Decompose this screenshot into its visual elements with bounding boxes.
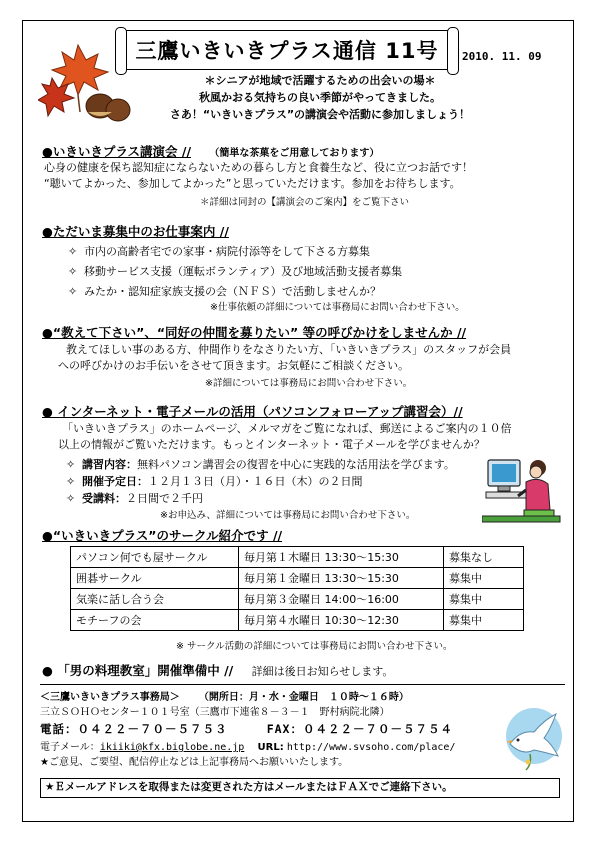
internet-heading [42,402,463,420]
lecture-heading-text: ●いきいきプラス講演会 // [42,144,192,159]
office-info [40,690,565,770]
office-fax: FAX：０４２２－７０－５７５４ [266,722,453,736]
email-link[interactable]: ikiiki@kfx.biglobe.ne.jp [99,742,245,753]
teach-detail: ※詳細については事務局にお問い合わせ下さい。 [205,378,413,389]
issue-date: 2010. 11. 09 [462,50,542,63]
newsletter-title-banner [122,30,452,70]
lecture-line-2: “聴いてよかった、参加してよかった”と思っていただけます。参加をお待ちします。 [44,177,461,190]
jobs-detail: ※仕事依頼の詳細については事務局にお問い合わせ下さい。 [210,302,465,313]
teach-heading [42,323,466,341]
table-row: モチーフの会 毎月第４水曜日 10:30～12:30 募集中 [71,610,524,631]
table-row: 気楽に話し合う会 毎月第３金曜日 14:00～16:00 募集中 [71,589,524,610]
internet-line-2: 以上の情報がご覧いただけます。もっとインターネット・電子メールを学びませんか？ [58,438,485,451]
divider [40,684,565,685]
job-item: ✧ 移動サービス支援（運転ボランティア）及び地域活動支援者募集 [68,265,403,278]
table-row: パソコン何でも屋サークル 毎月第１木曜日 13:30～15:30 募集なし [71,547,524,568]
intro-line-2: さあ！“いきいきプラス”の講演会や活動に参加しましょう！ [169,108,471,121]
lecture-detail: ＊詳細は同封の【講演会のご案内】をご覧下さい [200,197,410,208]
email-label: 電子メール： [40,742,100,753]
url-label: URL: [257,742,284,753]
circle-table [70,546,524,631]
internet-heading-text: ● インターネット・電子メールの活用（パソコンフォローアップ講習会）// [42,404,463,419]
circles-heading-text: ●“いきいきプラス”のサークル紹介です // [42,528,283,543]
intro-block [120,72,520,123]
internet-line-1: 「いきいきプラス」のホームページ、メルマガをご覧になれば、郵送によるご案内の１０倍 [62,422,512,435]
computer-user-illustration [482,452,562,528]
intro-line-1: 秋風かおる気持ちの良い季節がやってきました。 [199,91,441,104]
cooking-heading-text: ● 「男の料理教室」開催準備中 // [42,663,234,678]
lecture-line-1: 心身の健康を保ち認知症にならないための暮らし方と食養生など、役に立つお話です！ [44,161,473,174]
cooking-heading [42,661,393,679]
office-request: ★ご意見、ご要望、配信停止などは上記事務局へお願いいたします。 [40,757,349,768]
website-link[interactable]: http://www.svsoho.com/place/ [286,742,456,753]
table-row: 囲碁サークル 毎月第１金曜日 13:30～15:30 募集中 [71,568,524,589]
email-change-notice: ★Ｅメールアドレスを取得または変更された方はメールまたはＦＡＸでご連絡下さい。 [40,778,560,798]
course-dates: ✧ 開催予定日：１２月１３日（月）・１６日（木）の２日間 [66,475,363,488]
course-content: ✧ 講習内容：無料パソコン講習会の復習を中心に実践的な活用法を学びます。 [66,458,455,471]
job-item: ✧ みたか・認知症家族支援の会（ＮＦＳ）で活動しませんか？ [68,285,381,298]
circles-heading [42,526,282,544]
lecture-note: （簡単な茶菓をご用意しております） [209,148,380,159]
newsletter-title: 三鷹いきいきプラス通信 11号 [135,39,439,63]
lecture-heading [42,142,379,160]
circles-detail: ※ サークル活動の詳細については事務局にお問い合わせ下さい。 [176,641,453,652]
teach-line-1: 教えてほしい事のある方、仲間作りをなさりたい方、「いきいきプラス」のスタッフが会員 [66,343,512,356]
office-name: ＜三鷹いきいきプラス事務局＞ [40,692,180,703]
cooking-note: 詳細は後日お知らせします。 [251,665,394,678]
jobs-heading [42,222,229,240]
dove-illustration [500,700,562,774]
office-hours: （開所日：月・水・金曜日 １０時～１６時） [198,692,409,703]
teach-heading-text: ●“教えて下さい”、“同好の仲間を募りたい” 等の呼びかけをしませんか // [42,325,467,340]
job-item: ✧ 市内の高齢者宅での家事・病院付添等をして下さる方募集 [68,245,370,258]
office-address: 三立ＳＯＨＯセンター１０１号室（三鷹市下連雀８－３－１ 野村病院北隣） [40,707,390,718]
tagline: ＊シニアが地域で活躍するための出会いの場＊ [204,74,436,87]
internet-detail: ※お申込み、詳細については事務局にお問い合わせ下さい。 [160,510,416,521]
teach-line-2: への呼びかけのお手伝いをさせて頂きます。お気軽にご相談ください。 [58,359,410,372]
course-fee: ✧ 受講料：２日間で２千円 [66,492,203,505]
office-tel: 電話：０４２２－７０－５７５３ [40,722,228,736]
jobs-heading-text: ●ただいま募集中のお仕事案内 // [42,224,229,239]
